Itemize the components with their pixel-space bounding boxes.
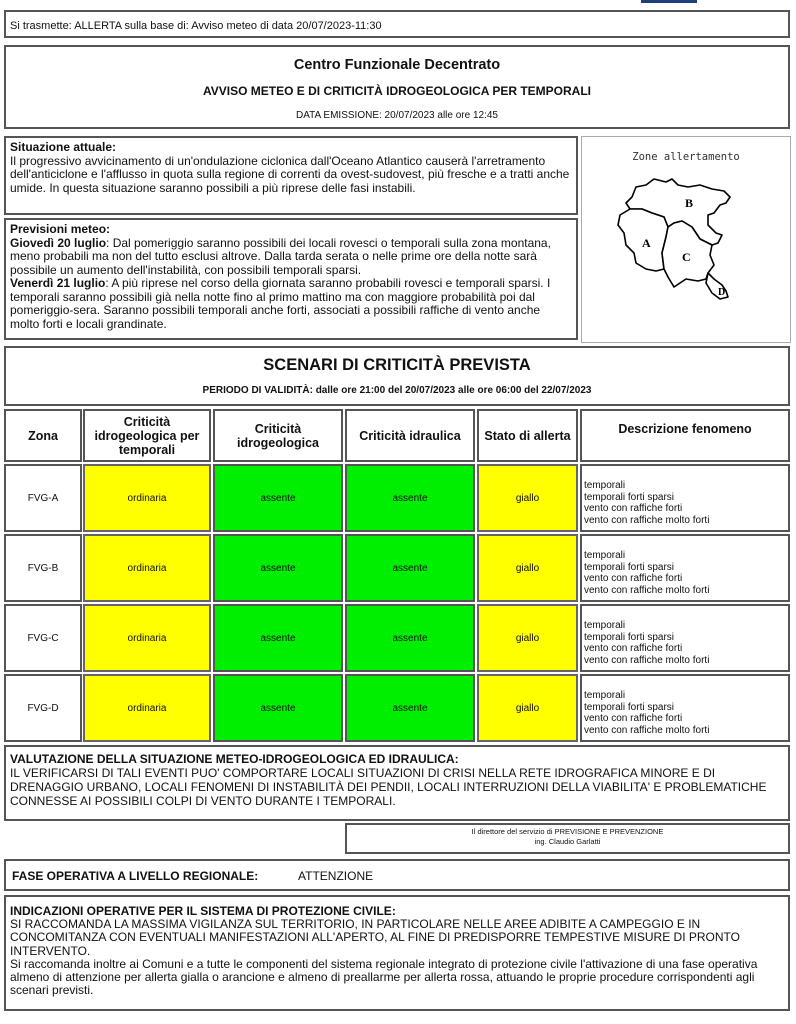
emission-date: DATA EMISSIONE: 20/07/2023 alle ore 12:45 <box>296 110 498 121</box>
section-text-lower: Si raccomanda inoltre ai Comuni e a tutte le componenti del sistema regionale integrato di protezione civile l'attivazione di una fase operativa almeno di attenzione per allerta gialla o arancione e almeno di preallarme per allerta rossa, attuando le proprie procedure corrispondenti agli scenari previsti. <box>10 956 758 998</box>
phenomenon-item: temporali <box>584 620 626 631</box>
section-text-upper: SI RACCOMANDA LA MASSIMA VIGILANZA SUL TERRITORIO, IN PARTICOLARE NELLE AREE ADIBITE A CAMPEGGIO E IN CONCOMITANZA CON EVENTUALI MANIFESTAZIONI ALL'APERTO, AL FINE DI PREDISPORRE TEMPESTIVE MISURE DI PRONTO INTERVENTO. <box>10 917 740 958</box>
phenomenon-item: temporali <box>584 690 626 701</box>
phenomenon-item: vento con raffiche molto forti <box>584 725 710 737</box>
phenomenon-item: temporali forti sparsi <box>584 631 675 643</box>
scenarios-header <box>4 346 790 406</box>
section-title: INDICAZIONI OPERATIVE PER IL SISTEMA DI PROTEZIONE CIVILE: <box>10 904 396 918</box>
day-text: : Dal pomeriggio saranno possibili dei locali rovesci o temporali sulla zona montana, meno probabili ma non del tutto esclusi altrove. Dalla tarda serata o nelle prime ore della notte sarà possibile un aumento dell'instabilità, con possibili temporali sparsi. <box>10 235 551 277</box>
phenomenon-item: temporali forti sparsi <box>584 701 675 713</box>
phenomenon-item: vento con raffiche forti <box>584 503 683 515</box>
column-header-crit-temporali: Criticità idrogeologica per temporali <box>83 409 211 462</box>
document-title: AVVISO METEO E DI CRITICITÀ IDROGEOLOGICA PER TEMPORALI <box>202 84 592 98</box>
crit-idraulica-cell: assente <box>345 534 475 602</box>
crit-idraulica-cell: assente <box>345 464 475 532</box>
forecast-day <box>10 277 572 331</box>
signature-role: Il direttore del servizio di PREVISIONE E PREVENZIONE <box>471 827 664 836</box>
description-cell <box>580 604 790 672</box>
day-label: Venerdì 21 luglio <box>10 276 106 290</box>
zone-label-a: A <box>642 236 651 250</box>
section-title: Previsioni meteo: <box>10 222 111 236</box>
section-text: IL VERIFICARSI DI TALI EVENTI PUO' COMPORTARE LOCALI SITUAZIONI DI CRISI NELLA RETE IDROGRAFICA MINORE E DI DRENAGGIO URBANO, LOCALI FENOMENI DI INSTABILITÀ DEI PENDII, LOCALI INTERRUZIONI DELLA VIABILITA' E PROBLEMATICHE CONNESSE AI POSSIBILI COLPI DI VENTO DURANTE I TEMPORALI. <box>10 766 767 808</box>
operational-phase-label: FASE OPERATIVA A LIVELLO REGIONALE: <box>12 869 259 883</box>
day-text: : A più riprese nel corso della giornata saranno probabili rovesci e temporali sparsi. I temporali saranno possibili già nella notte fino al primo mattino ma con maggiore probabilità poi dal pomeriggio-sera. Saranno possibili temporali anche forti, associati a possibili raffiche di vento anche molto forti e locali grandinate. <box>10 276 551 331</box>
phenomenon-item: vento con raffiche forti <box>584 713 683 725</box>
phenomenon-item: vento con raffiche forti <box>584 643 683 655</box>
civil-protection-instructions <box>4 895 790 1011</box>
phenomenon-item: vento con raffiche molto forti <box>584 585 710 597</box>
section-text: Il progressivo avvicinamento di un'ondulazione ciclonica dall'Oceano Atlantico causerà l'arretramento dell'anticiclone e l'afflusso in quota sulla regione di correnti da ovest-sudovest, più fresche e a tratti anche umide. In questa situazione saranno possibili a più riprese delle fasi instabili. <box>10 153 570 195</box>
section-title: Situazione attuale: <box>10 140 117 154</box>
region-map-icon <box>616 173 766 303</box>
day-label: Giovedì 20 luglio <box>10 235 107 250</box>
current-situation-section <box>4 136 578 215</box>
phenomenon-item: temporali forti sparsi <box>584 561 675 573</box>
alert-status-cell: giallo <box>477 534 578 602</box>
description-cell <box>580 674 790 742</box>
phenomenon-item: temporali <box>584 550 626 561</box>
alert-status-cell: giallo <box>477 464 578 532</box>
phenomenon-item: temporali <box>584 480 626 491</box>
alert-status-cell: giallo <box>477 604 578 672</box>
forecast-day <box>10 237 572 278</box>
crit-idraulica-cell: assente <box>345 604 475 672</box>
scenarios-title: SCENARI DI CRITICITÀ PREVISTA <box>263 356 531 374</box>
column-header-descrizione: Descrizione fenomeno <box>580 409 790 462</box>
column-header-crit-idraulica: Criticità idraulica <box>345 409 475 462</box>
operational-phase-box <box>4 859 790 891</box>
phenomenon-item: temporali forti sparsi <box>584 491 675 503</box>
operational-phase-value: ATTENZIONE <box>298 869 374 883</box>
organization-title: Centro Funzionale Decentrato <box>293 57 501 73</box>
crit-idraulica-cell: assente <box>345 674 475 742</box>
phenomenon-item: vento con raffiche forti <box>584 573 683 585</box>
zone-cell: FVG-C <box>4 604 82 672</box>
crit-temporali-cell: ordinaria <box>83 534 211 602</box>
alert-status-cell: giallo <box>477 674 578 742</box>
crit-temporali-cell: ordinaria <box>83 674 211 742</box>
column-header-crit-idrogeologica: Criticità idrogeologica <box>213 409 343 462</box>
crit-temporali-cell: ordinaria <box>83 464 211 532</box>
forecast-section <box>4 218 578 340</box>
crit-idrogeologica-cell: assente <box>213 604 343 672</box>
map-caption: Zone allertamento <box>632 151 740 163</box>
crit-idrogeologica-cell: assente <box>213 674 343 742</box>
crit-idrogeologica-cell: assente <box>213 534 343 602</box>
zone-cell: FVG-B <box>4 534 82 602</box>
section-title: VALUTAZIONE DELLA SITUAZIONE METEO-IDROGEOLOGICA ED IDRAULICA: <box>10 752 459 766</box>
alert-zones-map <box>581 136 791 343</box>
zone-label-c: C <box>682 250 691 264</box>
crit-idrogeologica-cell: assente <box>213 464 343 532</box>
description-cell <box>580 464 790 532</box>
signature-name: ing. Claudio Garlatti <box>534 837 601 846</box>
zone-cell: FVG-D <box>4 674 82 742</box>
column-header-zona: Zona <box>4 409 82 462</box>
column-header-stato-allerta: Stato di allerta <box>477 409 578 462</box>
zone-label-d: D <box>718 287 726 298</box>
description-cell <box>580 534 790 602</box>
assessment-section <box>4 745 790 821</box>
phenomenon-item: vento con raffiche molto forti <box>584 515 710 527</box>
document-header <box>4 45 790 129</box>
phenomenon-item: vento con raffiche molto forti <box>584 655 710 667</box>
top-tab-fragment <box>641 0 697 3</box>
signature-box <box>345 823 790 854</box>
zone-label-b: B <box>685 196 694 210</box>
zone-cell: FVG-A <box>4 464 82 532</box>
validity-period: PERIODO DI VALIDITÀ: dalle ore 21:00 del 20/07/2023 alle ore 06:00 del 22/07/2023 <box>202 385 592 396</box>
transmission-text: Si trasmette: ALLERTA sulla base di: Avviso meteo di data 20/07/2023-11:30 <box>10 20 382 32</box>
crit-temporali-cell: ordinaria <box>83 604 211 672</box>
transmission-box <box>4 10 790 38</box>
